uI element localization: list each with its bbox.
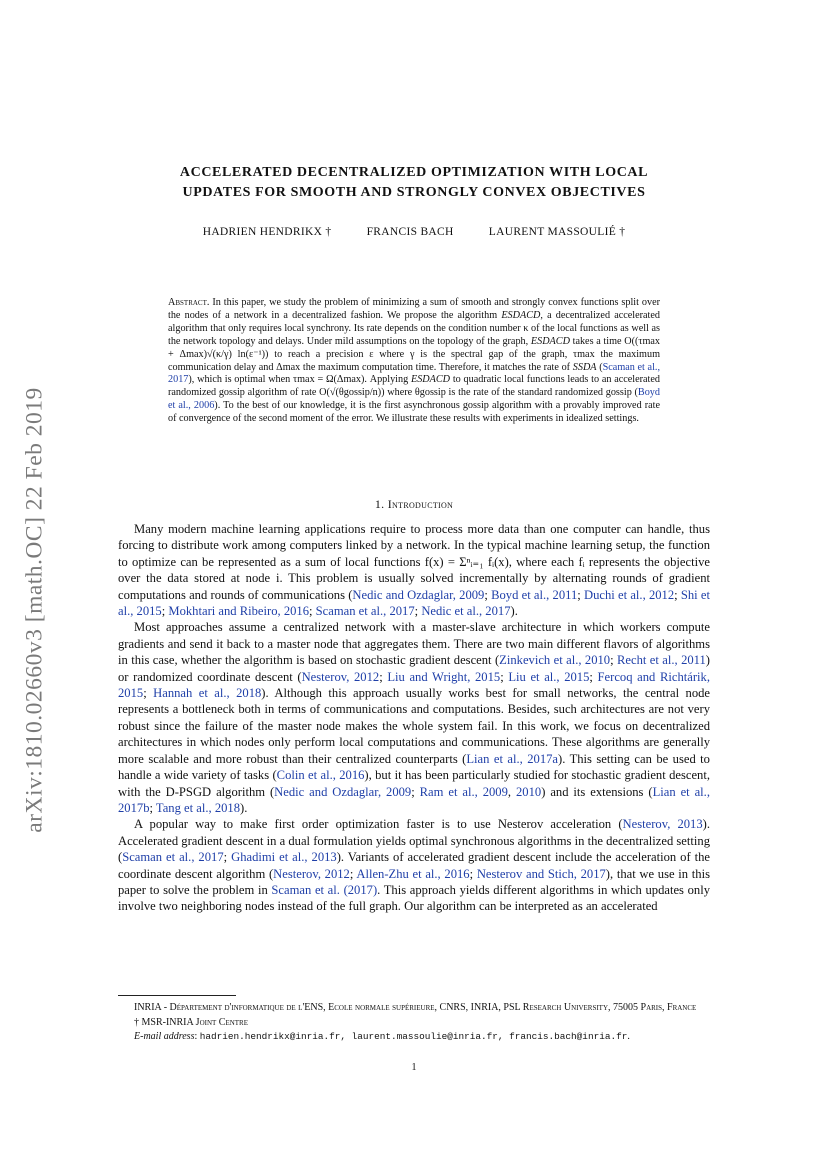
email-addresses[interactable]: hadrien.hendrikx@inria.fr, laurent.massoulie@inria.fr, francis.bach@inria.fr [199, 1031, 628, 1043]
body-text-segment: ; [610, 653, 617, 668]
abstract-text: ). To the best of our knowledge, it is the first asynchronous gossip algorithm with a provably improved rate of convergence of the second moment of the error. We illustrate these results with experiments in idealized settings. [168, 400, 660, 425]
body-text-segment: ; [484, 587, 492, 602]
body-text-segment: ). Variants of accelerated gradient descent include the acceleration of the coordinate descent algorithm ( [118, 850, 710, 881]
body-text-segment: ; [414, 604, 422, 619]
citation-link[interactable]: Boyd et al., 2006 [168, 387, 660, 412]
citation-link[interactable]: Lian et al., 2017a [466, 751, 559, 766]
affiliation-2 [118, 1016, 710, 1031]
body-text-segment: ) and its extensions ( [541, 784, 653, 799]
citation-link[interactable]: 2010 [516, 784, 542, 799]
citation-link[interactable]: Boyd et al., 2011 [491, 587, 578, 602]
citation-link[interactable]: Tang et al., 2018 [155, 800, 241, 815]
algorithm-name: ESDACD [501, 309, 541, 321]
abstract-text: ), which is optimal when τmax = Ω(Δmax). Applying [188, 374, 411, 386]
citation-link[interactable]: Nedic et al., 2017 [421, 604, 511, 619]
author-list [118, 226, 710, 238]
arxiv-identifier [16, 345, 54, 875]
footnote-rule [118, 995, 236, 996]
section-title: Introduction [387, 497, 454, 511]
body-text-segment: ; [411, 784, 420, 799]
citation-link[interactable]: Liu et al., 2015 [508, 669, 590, 684]
body-text-segment: ; [577, 587, 584, 602]
citation-link[interactable]: Liu and Wright, 2015 [387, 669, 501, 684]
citation-link[interactable]: Nesterov, 2012 [273, 866, 350, 881]
body-text-segment: ; [500, 669, 509, 684]
body-text-segment: . This approach yields different algorithms in which updates only involve two neighboring nodes instead of the full graph. Our algorithm can be interpreted as an accelerated [118, 882, 710, 914]
affiliation-text: INRIA - Département d'informatique de l'ENS, Ecole normale supérieure, CNRS, INRIA, PSL Research University, 75005 Paris, France [134, 1002, 697, 1013]
abstract-label: Abstract. [168, 297, 210, 308]
author-1: HADRIEN HENDRIKX † [202, 226, 332, 238]
email-line [118, 1030, 710, 1045]
email-end: . [627, 1031, 630, 1043]
citation-link[interactable]: Allen-Zhu et al., 2016 [356, 866, 470, 881]
body-text-segment: , [507, 784, 516, 799]
body-text-segment: ), but it has been particularly studied for stochastic gradient descent, with the D-PSGD algorithm ( [118, 768, 710, 799]
citation-link[interactable]: Shi et al., 2015 [118, 587, 710, 619]
section-heading [118, 497, 710, 512]
citation-link[interactable]: Nedic and Ozdaglar, 2009 [352, 587, 485, 602]
affiliation-text: † MSR-INRIA Joint Centre [134, 1016, 249, 1028]
citation-link[interactable]: Lian et al., 2017b [118, 784, 710, 815]
abstract-text: to quadratic local functions leads to an accelerated randomized gossip algorithm of rate O(√(θgossip/n)) where θgossip is the rate of the standard randomized gossip ( [168, 374, 661, 399]
body-text-segment: ; [469, 866, 477, 881]
citation-link[interactable]: Ram et al., 2009 [419, 784, 508, 799]
body-text-segment: ; [674, 587, 681, 602]
paper-title [118, 163, 710, 203]
email-separator: : [194, 1031, 200, 1043]
author-2: FRANCIS BACH [366, 226, 454, 238]
body-text-segment: ), that we use in this paper to solve the problem in [118, 866, 710, 897]
abstract-text: takes a time O((τmax + Δmax)√(κ/γ) ln(ε⁻¹)) to reach a precision ε where γ is the spectral gap of the graph, τmax the maximum communication delay and Δmax the maximum computation time. Therefore, it matches the rate of [168, 335, 660, 373]
citation-link[interactable]: Colin et al., 2016 [276, 768, 365, 783]
citation-link[interactable]: Nesterov, 2013 [622, 817, 703, 832]
affiliation-1 [118, 1001, 710, 1016]
paragraph-3 [118, 816, 710, 914]
citation-link[interactable]: Ghadimi et al., 2013 [231, 850, 337, 865]
email-label: E-mail address [134, 1031, 195, 1043]
body-text-segment: ). Accelerated gradient descent in a dual formulation yields optimal synchronous algorithms in the decentralized setting ( [118, 817, 710, 865]
title-line-1: ACCELERATED DECENTRALIZED OPTIMIZATION WITH LOCAL [179, 165, 649, 180]
author-3: LAURENT MASSOULIÉ † [488, 226, 626, 238]
body-text-segment: ; [149, 800, 156, 815]
citation-link[interactable]: Scaman et al., 2017 [168, 361, 661, 386]
body-text-segment: ). [240, 800, 248, 815]
algorithm-name: ESDACD [530, 335, 570, 347]
arxiv-identifier-text: arXiv:1810.02660v3 [math.OC] 22 Feb 2019 [21, 387, 48, 833]
abstract [168, 297, 660, 426]
body-text-segment: ; [309, 604, 316, 619]
citation-link[interactable]: Mokhtari and Ribeiro, 2016 [168, 604, 310, 619]
body-text-segment: ; [223, 850, 232, 865]
body-text-segment: ). [510, 604, 518, 619]
citation-link[interactable]: Nesterov and Stich, 2017 [476, 866, 606, 881]
citation-link[interactable]: Nedic and Ozdaglar, 2009 [274, 784, 412, 799]
body-text-segment: Many modern machine learning applications require to process more data than one computer can handle, thus forcing to distribute work among computers linked by a network. In the typical machine learning setup, the function to optimize can be represented as a sum of local functions f(x) = Σⁿᵢ₌₁ fᵢ(x), where each fᵢ represents the objective over the data stored at node i. This problem is usually solved incrementally by alternating rounds of gradient computations and rounds of communications ( [118, 522, 710, 602]
body-text [118, 521, 710, 915]
body-text-segment: ; [379, 669, 388, 684]
body-text-segment: ). Although this approach usually works best for small networks, the central node represents a bottleneck both in terms of communications and computations. Besides, such architectures are not very robust since the failure of the master node makes the whole system fail. In this work, we focus on decentralized architectures in which nodes only perform local computations and communications. These algorithms are generally more scalable and more robust than their centralized counterparts ( [118, 686, 710, 766]
body-text-segment: ) or randomized coordinate descent ( [118, 653, 710, 684]
algorithm-name: ESDACD [410, 374, 451, 386]
citation-link[interactable]: Hannah et al., 2018 [153, 686, 262, 701]
title-line-2: UPDATES FOR SMOOTH AND STRONGLY CONVEX OBJECTIVES [182, 185, 646, 200]
paragraph-1 [118, 521, 710, 619]
body-text-segment: ). This setting can be used to handle a wide variety of tasks ( [118, 751, 710, 783]
citation-link[interactable]: Recht et al., 2011 [617, 653, 706, 668]
body-text-segment: ; [161, 604, 169, 619]
footnotes [118, 1001, 710, 1045]
citation-link[interactable]: Scaman et al., 2017 [315, 604, 415, 619]
section-number: 1. [374, 497, 385, 511]
citation-link[interactable]: Zinkevich et al., 2010 [499, 653, 611, 668]
abstract-text: In this paper, we study the problem of minimizing a sum of smooth and strongly convex functions split over the nodes of a network in a decentralized fashion. We propose the algorithm [168, 297, 660, 321]
body-text-segment: Most approaches assume a centralized network with a master-slave architecture in which workers compute gradients and send it back to a master node that aggregates them. There are two main different flavors of algorithms in this case, whether the algorithm is based on stochastic gradient descent ( [118, 620, 710, 668]
citation-link[interactable]: Fercoq and Richtárik, 2015 [118, 669, 710, 701]
body-text-segment: A popular way to make first order optimization faster is to use Nesterov acceleration ( [134, 817, 623, 832]
paragraph-2 [118, 619, 710, 816]
citation-link[interactable]: Duchi et al., 2012 [584, 587, 675, 602]
citation-link[interactable]: Scaman et al. (2017) [271, 882, 378, 897]
abstract-text: ( [596, 361, 603, 373]
abstract-text: , a decentralized accelerated algorithm that only requires local synchrony. Its rate depends on the condition number κ of the local functions as well as the network topology and delays. Under mild assumptions on the topology of the graph, [168, 309, 660, 347]
body-text-segment: ; [589, 669, 598, 684]
citation-link[interactable]: Nesterov, 2012 [301, 669, 380, 684]
algorithm-name: SSDA [572, 361, 597, 373]
citation-link[interactable]: Scaman et al., 2017 [122, 850, 224, 865]
body-text-segment: ; [349, 866, 357, 881]
body-text-segment: ; [143, 686, 154, 701]
page-number: 1 [411, 1062, 417, 1073]
